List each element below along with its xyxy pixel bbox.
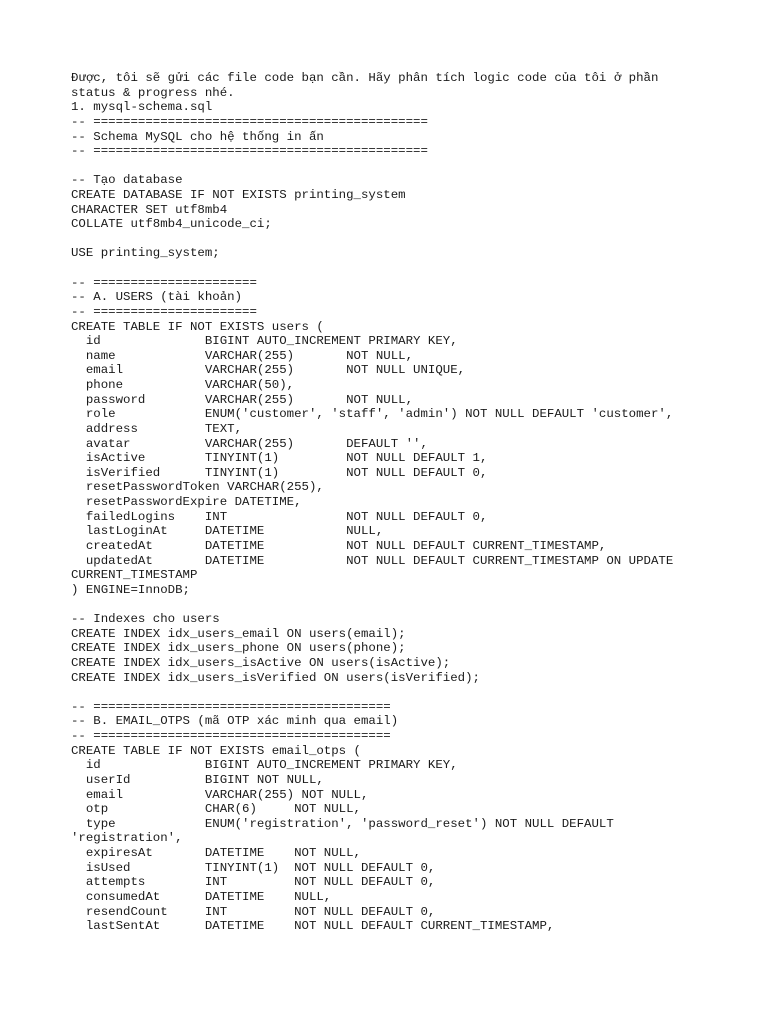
document-line: -- ========================================: [71, 699, 391, 714]
document-line: -- ======================: [71, 304, 257, 319]
document-line: USE printing_system;: [71, 246, 220, 261]
document-body: [71, 71, 731, 934]
document-line: isActive TINYINT(1) NOT NULL DEFAULT 1,: [71, 451, 488, 466]
document-line: lastSentAt DATETIME NOT NULL DEFAULT CURRENT_TIMESTAMP,: [71, 919, 555, 934]
document-line: email VARCHAR(255) NOT NULL,: [71, 787, 369, 802]
document-line: -- B. EMAIL_OTPS (mã OTP xác minh qua email): [71, 714, 399, 729]
document-line: -- Schema MySQL cho hệ thống in ấn: [71, 129, 324, 144]
document-line: isVerified TINYINT(1) NOT NULL DEFAULT 0,: [71, 465, 488, 480]
document-line: name VARCHAR(255) NOT NULL,: [71, 348, 414, 363]
document-line: COLLATE utf8mb4_unicode_ci;: [71, 217, 272, 232]
document-line: -- =============================================: [71, 114, 428, 129]
document-line: [71, 597, 731, 612]
document-line: attempts INT NOT NULL DEFAULT 0,: [71, 875, 436, 890]
document-line: createdAt DATETIME NOT NULL DEFAULT CURRENT_TIMESTAMP,: [71, 538, 607, 553]
document-line: -- Tạo database: [71, 173, 183, 188]
document-line: [71, 685, 731, 700]
document-line: lastLoginAt DATETIME NULL,: [71, 524, 384, 539]
document-line: CREATE TABLE IF NOT EXISTS users (: [71, 319, 324, 334]
document-line: -- ========================================: [71, 729, 391, 744]
document-line: consumedAt DATETIME NULL,: [71, 889, 332, 904]
document-line: -- A. USERS (tài khoản): [71, 290, 243, 305]
document-line: type ENUM('registration', 'password_reset') NOT NULL DEFAULT: [71, 816, 614, 831]
document-line: Được, tôi sẽ gửi các file code bạn cần. Hãy phân tích logic code của tôi ở phần: [71, 71, 659, 85]
document-line: 1. mysql-schema.sql: [71, 100, 213, 115]
document-line: CREATE INDEX idx_users_email ON users(email);: [71, 626, 406, 641]
document-line: CREATE TABLE IF NOT EXISTS email_otps (: [71, 743, 361, 758]
document-line: id BIGINT AUTO_INCREMENT PRIMARY KEY,: [71, 334, 458, 349]
document-line: CREATE INDEX idx_users_isActive ON users(isActive);: [71, 655, 451, 670]
document-line: [71, 261, 731, 276]
document-line: expiresAt DATETIME NOT NULL,: [71, 846, 361, 861]
document-line: status & progress nhé.: [71, 85, 235, 100]
document-line: CREATE DATABASE IF NOT EXISTS printing_system: [71, 187, 406, 202]
document-line: id BIGINT AUTO_INCREMENT PRIMARY KEY,: [71, 758, 458, 773]
document-line: -- ======================: [71, 275, 257, 290]
document-line: 'registration',: [71, 831, 183, 846]
document-line: resetPasswordExpire DATETIME,: [71, 495, 302, 510]
document-line: [71, 159, 731, 174]
document-line: role ENUM('customer', 'staff', 'admin') NOT NULL DEFAULT 'customer',: [71, 407, 674, 422]
document-line: CREATE INDEX idx_users_phone ON users(phone);: [71, 641, 406, 656]
document-line: -- =============================================: [71, 144, 428, 159]
document-line: resendCount INT NOT NULL DEFAULT 0,: [71, 904, 436, 919]
document-line: password VARCHAR(255) NOT NULL,: [71, 392, 414, 407]
document-line: CHARACTER SET utf8mb4: [71, 202, 228, 217]
document-line: failedLogins INT NOT NULL DEFAULT 0,: [71, 509, 488, 524]
document-line: userId BIGINT NOT NULL,: [71, 772, 324, 787]
document-line: isUsed TINYINT(1) NOT NULL DEFAULT 0,: [71, 860, 436, 875]
document-line: ) ENGINE=InnoDB;: [71, 582, 190, 597]
document-line: address TEXT,: [71, 421, 243, 436]
document-line: otp CHAR(6) NOT NULL,: [71, 802, 361, 817]
document-line: CREATE INDEX idx_users_isVerified ON users(isVerified);: [71, 670, 480, 685]
document-line: updatedAt DATETIME NOT NULL DEFAULT CURRENT_TIMESTAMP ON UPDATE: [71, 553, 674, 568]
document-line: avatar VARCHAR(255) DEFAULT '',: [71, 436, 428, 451]
document-line: resetPasswordToken VARCHAR(255),: [71, 480, 324, 495]
document-line: [71, 232, 731, 247]
document-line: email VARCHAR(255) NOT NULL UNIQUE,: [71, 363, 466, 378]
document-line: phone VARCHAR(50),: [71, 378, 295, 393]
document-line: -- Indexes cho users: [71, 612, 220, 627]
document-line: CURRENT_TIMESTAMP: [71, 568, 198, 583]
